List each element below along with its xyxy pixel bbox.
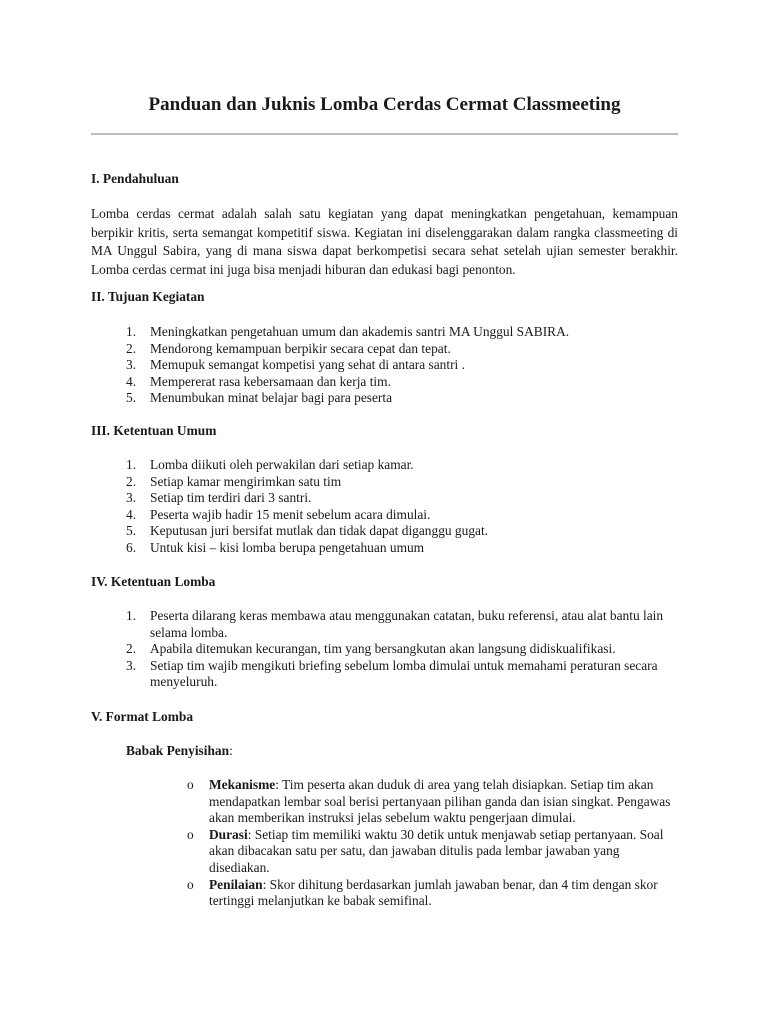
list-item-number: 2. [126,641,137,657]
section-heading-ketentuan-umum: III. Ketentuan Umum [91,423,217,438]
list-item-number: 5. [126,390,137,406]
list-ketentuan-umum [91,457,678,557]
paragraph-pendahuluan: Lomba cerdas cermat adalah salah satu kegiatan yang dapat meningkatkan pengetahuan, kemampuan berpikir kritis, serta semangat kompetitif siswa. Kegiatan ini diselenggarakan dalam rangka classmeeting di MA Unggul Sabira, yang di mana siswa dapat berkompetisi secara sehat setelah ujian semester berakhir. Lomba cerdas cermat ini juga bisa menjadi hiburan dan edukasi bagi penonton. [91,206,678,277]
list-item-text: Lomba diikuti oleh perwakilan dari setiap kamar. [150,457,414,472]
list-item [91,507,678,524]
item-text: : Skor dihitung berdasarkan jumlah jawaban benar, dan 4 tim dengan skor tertinggi melanjutkan ke babak semifinal. [209,876,658,909]
list-tujuan [91,324,678,407]
list-item-number: 3. [126,357,137,373]
babak-colon: : [229,743,233,758]
list-item [91,540,678,557]
section-heading-pendahuluan: I. Pendahuluan [91,171,179,186]
list-item-text: Meningkatkan pengetahuan umum dan akademis santri MA Unggul SABIRA. [150,324,570,339]
item-label: Durasi [209,826,248,842]
list-item [91,374,678,391]
page-title: Panduan dan Juknis Lomba Cerdas Cermat Classmeeting [148,94,621,115]
list-item-number: 4. [126,506,137,522]
list-item [91,474,678,491]
babak-label: Babak Penyisihan [126,743,230,758]
list-item-number: 2. [126,340,137,356]
list-item-number: 5. [126,523,137,539]
list-item [187,777,678,827]
hollow-bullet-icon: o [187,777,194,792]
list-item-number: 3. [126,490,137,506]
list-item-number: 2. [126,473,137,489]
list-item-number: 1. [126,324,137,339]
list-item-number: 4. [126,373,137,389]
list-item-number: 6. [126,539,137,555]
section-heading-tujuan: II. Tujuan Kegiatan [91,289,205,304]
list-item [91,490,678,507]
list-item [91,324,678,341]
item-text: : Tim peserta akan duduk di area yang telah disiapkan. Setiap tim akan mendapatkan lembar soal berisi pertanyaan pilihan ganda dan isian singkat. Pengawas akan memberikan instruksi jelas sebelum waktu pengerjaan dimulai. [209,777,671,826]
title-divider [91,133,678,135]
list-item [91,341,678,358]
item-label: Mekanisme [209,777,276,792]
list-item-number: 1. [126,608,137,623]
list-item [91,457,678,474]
list-item-text: Mendorong kemampuan berpikir secara cepat dan tepat. [150,340,451,356]
list-item-text: Untuk kisi – kisi lomba berupa pengetahuan umum [150,539,425,555]
subheading-babak-penyisihan [126,743,233,760]
hollow-bullet-icon: o [187,826,194,842]
list-item-text: Peserta wajib hadir 15 menit sebelum acara dimulai. [150,506,431,522]
list-item-text: Setiap kamar mengirimkan satu tim [150,473,342,489]
list-item [91,658,678,691]
item-label: Penilaian [209,876,263,892]
list-item [91,357,678,374]
section-heading-ketentuan-lomba: IV. Ketentuan Lomba [91,574,216,589]
list-item-text: Keputusan juri bersifat mutlak dan tidak dapat diganggu gugat. [150,523,489,539]
list-format-lomba [187,777,678,910]
list-item-number: 3. [126,657,137,673]
list-item-number: 1. [126,457,137,472]
list-item-text: Setiap tim terdiri dari 3 santri. [150,490,312,506]
list-item [91,641,678,658]
list-item [91,523,678,540]
list-ketentuan-lomba [91,608,678,691]
section-heading-format-lomba: V. Format Lomba [91,709,194,724]
list-item-text: Memupuk semangat kompetisi yang sehat di antara santri . [150,357,465,373]
list-item [187,827,678,877]
list-item-text: Setiap tim wajib mengikuti briefing sebelum lomba dimulai untuk memahami peraturan secara menyeluruh. [150,657,658,690]
list-item-text: Apabila ditemukan kecurangan, tim yang bersangkutan akan langsung didiskualifikasi. [150,641,616,657]
list-item-text: Menumbukan minat belajar bagi para peserta [150,390,393,406]
list-item [91,608,678,641]
list-item-text: Peserta dilarang keras membawa atau menggunakan catatan, buku referensi, atau alat bantu lain selama lomba. [150,608,664,640]
list-item-text: Mempererat rasa kebersamaan dan kerja tim. [150,373,391,389]
hollow-bullet-icon: o [187,876,194,892]
list-item [187,877,678,910]
item-text: : Setiap tim memiliki waktu 30 detik untuk menjawab setiap pertanyaan. Soal akan dibacakan satu per satu, dan jawaban ditulis pada lembar jawaban yang disediakan. [209,826,664,875]
list-item [91,390,678,407]
